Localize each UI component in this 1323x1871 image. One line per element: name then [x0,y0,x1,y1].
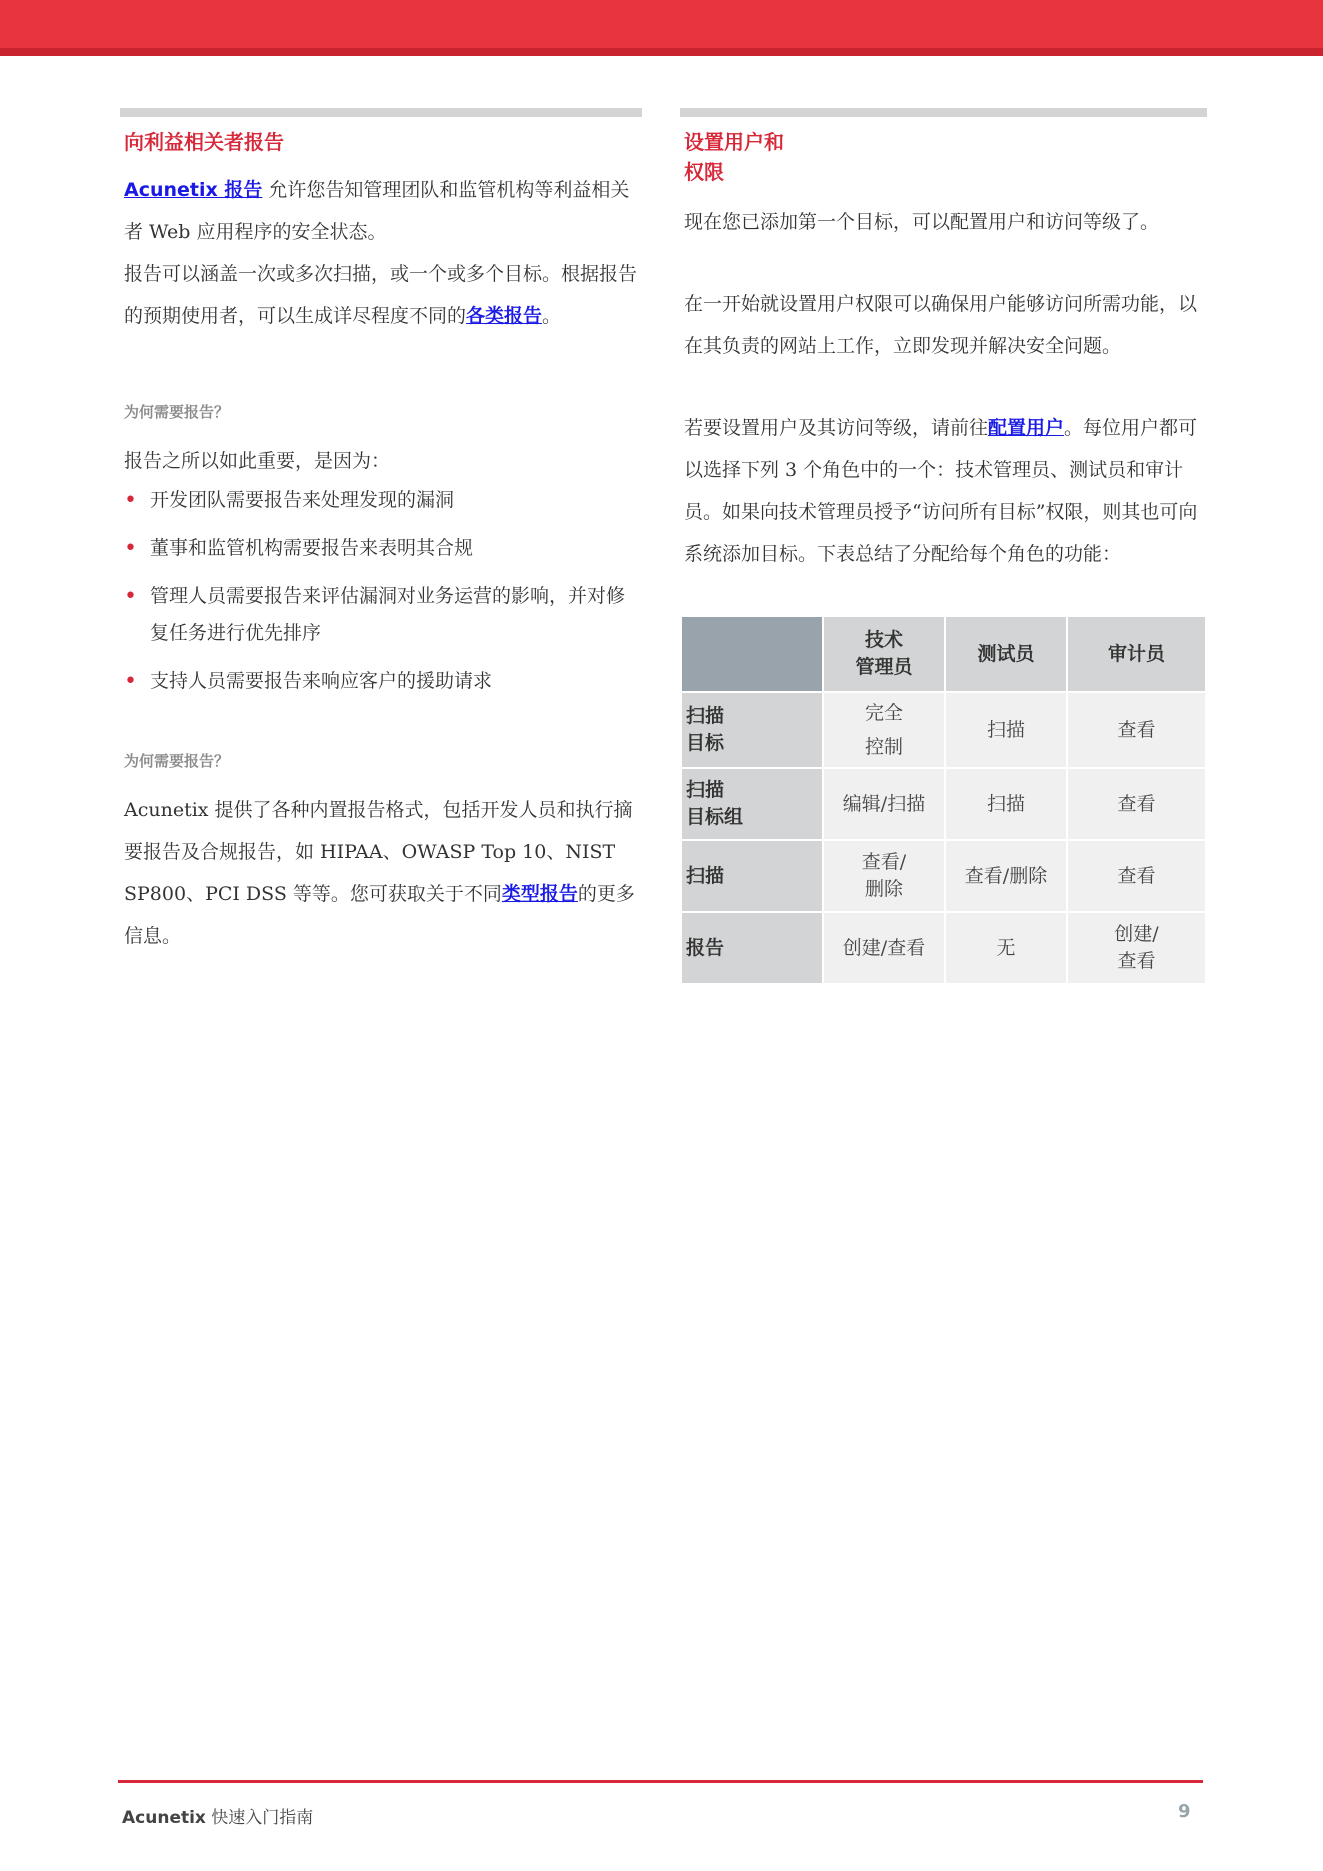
users-paragraph-3: 若要设置用户及其访问等级，请前往配置用户。每位用户都可以选择下列 3 个角色中的一个：技术管理员、测试员和审计员。如果向技术管理员授予“访问所有目标”权限，则其也可向系统添加目标。下表总结了分配给每个角色的功能： [684,417,1198,565]
scope-end: 。 [542,305,562,327]
acunetix-reports-link[interactable]: Acunetix 报告 [124,179,263,201]
table-corner [681,616,823,692]
users-permissions-heading [684,127,1207,187]
list-item: • 管理人员需要报告来评估漏洞对业务运营的影响，并对修复任务进行优先排序 [124,578,642,652]
why-reports-lead: 报告之所以如此重要，是因为： [124,450,391,472]
roles-table [680,615,1207,985]
list-item: • 董事和监管机构需要报告来表明其合规 [124,530,642,567]
row-label: 扫描 [681,840,823,912]
header-tech-admin: 技术 管理员 [823,616,945,692]
right-section-rule [680,108,1207,117]
row-label: 扫描 目标组 [681,768,823,840]
formats-text: Acunetix 提供了各种内置报告格式，包括开发人员和执行摘要报告及合规报告，如 HIPAA、OWASP Top 10、NIST SP800、PCI DSS 等等。您可获取关于不同 [124,799,633,905]
table-cell: 完全 控制 [823,692,945,768]
bullet-icon: • [124,584,137,609]
heading-line-2: 权限 [684,160,724,184]
scope-paragraph [124,253,642,337]
table-row [681,768,1206,840]
heading-line-1: 设置用户和 [684,130,784,154]
top-banner [0,0,1323,48]
table-cell: 查看/删除 [945,840,1067,912]
table-row [681,692,1206,768]
table-cell: 编辑/扫描 [823,768,945,840]
row-label: 扫描 目标 [681,692,823,768]
intro-paragraph [124,169,642,253]
formats-end: 的更多信息。 [124,883,635,947]
bullet-icon: • [124,536,137,561]
table-cell: 无 [945,912,1067,984]
row-label: 报告 [681,912,823,984]
page-number: 9 [1178,1801,1191,1822]
why-reports-subheading-2: 为何需要报告？ [124,752,230,770]
report-types-link[interactable]: 各类报告 [466,305,543,327]
right-column [680,108,1207,985]
left-section-rule [120,108,642,117]
users-paragraph-1: 现在您已添加第一个目标，可以配置用户和访问等级了。 [684,211,1160,233]
table-cell: 查看/ 删除 [823,840,945,912]
footer-brand: Acunetix [122,1808,206,1828]
left-column [120,108,642,957]
table-cell: 查看 [1067,692,1206,768]
reasons-list [120,482,642,700]
footer-title [122,1803,313,1828]
formats-paragraph [124,789,642,957]
bullet-icon: • [124,669,137,694]
top-banner-shadow [0,48,1323,56]
intro-text: 允许您告知管理团队和监管机构等利益相关者 Web 应用程序的安全状态。 [124,179,630,243]
scope-text: 报告可以涵盖一次或多次扫描，或一个或多个目标。根据报告的预期使用者，可以生成详尽程度不同的 [124,263,638,327]
footer-rule [118,1780,1203,1783]
header-auditor: 审计员 [1067,616,1206,692]
table-cell: 创建/ 查看 [1067,912,1206,984]
table-row [681,840,1206,912]
table-header-row [681,616,1206,692]
list-item: • 支持人员需要报告来响应客户的援助请求 [124,663,642,700]
bullet-icon: • [124,488,137,513]
users-paragraph-2: 在一开始就设置用户权限可以确保用户能够访问所需功能，以在其负责的网站上工作，立即发现并解决安全问题。 [684,293,1198,357]
stakeholder-reports-heading: 向利益相关者报告 [124,130,284,154]
footer-guide-title: 快速入门指南 [205,1808,314,1828]
why-reports-subheading-1: 为何需要报告？ [124,403,230,421]
table-cell: 查看 [1067,840,1206,912]
header-tester: 测试员 [945,616,1067,692]
list-item: • 开发团队需要报告来处理发现的漏洞 [124,482,642,519]
table-row [681,912,1206,984]
table-cell: 创建/查看 [823,912,945,984]
configure-users-link[interactable]: 配置用户 [988,417,1065,439]
report-formats-link[interactable]: 类型报告 [501,883,578,905]
table-cell: 扫描 [945,692,1067,768]
table-cell: 扫描 [945,768,1067,840]
table-cell: 查看 [1067,768,1206,840]
